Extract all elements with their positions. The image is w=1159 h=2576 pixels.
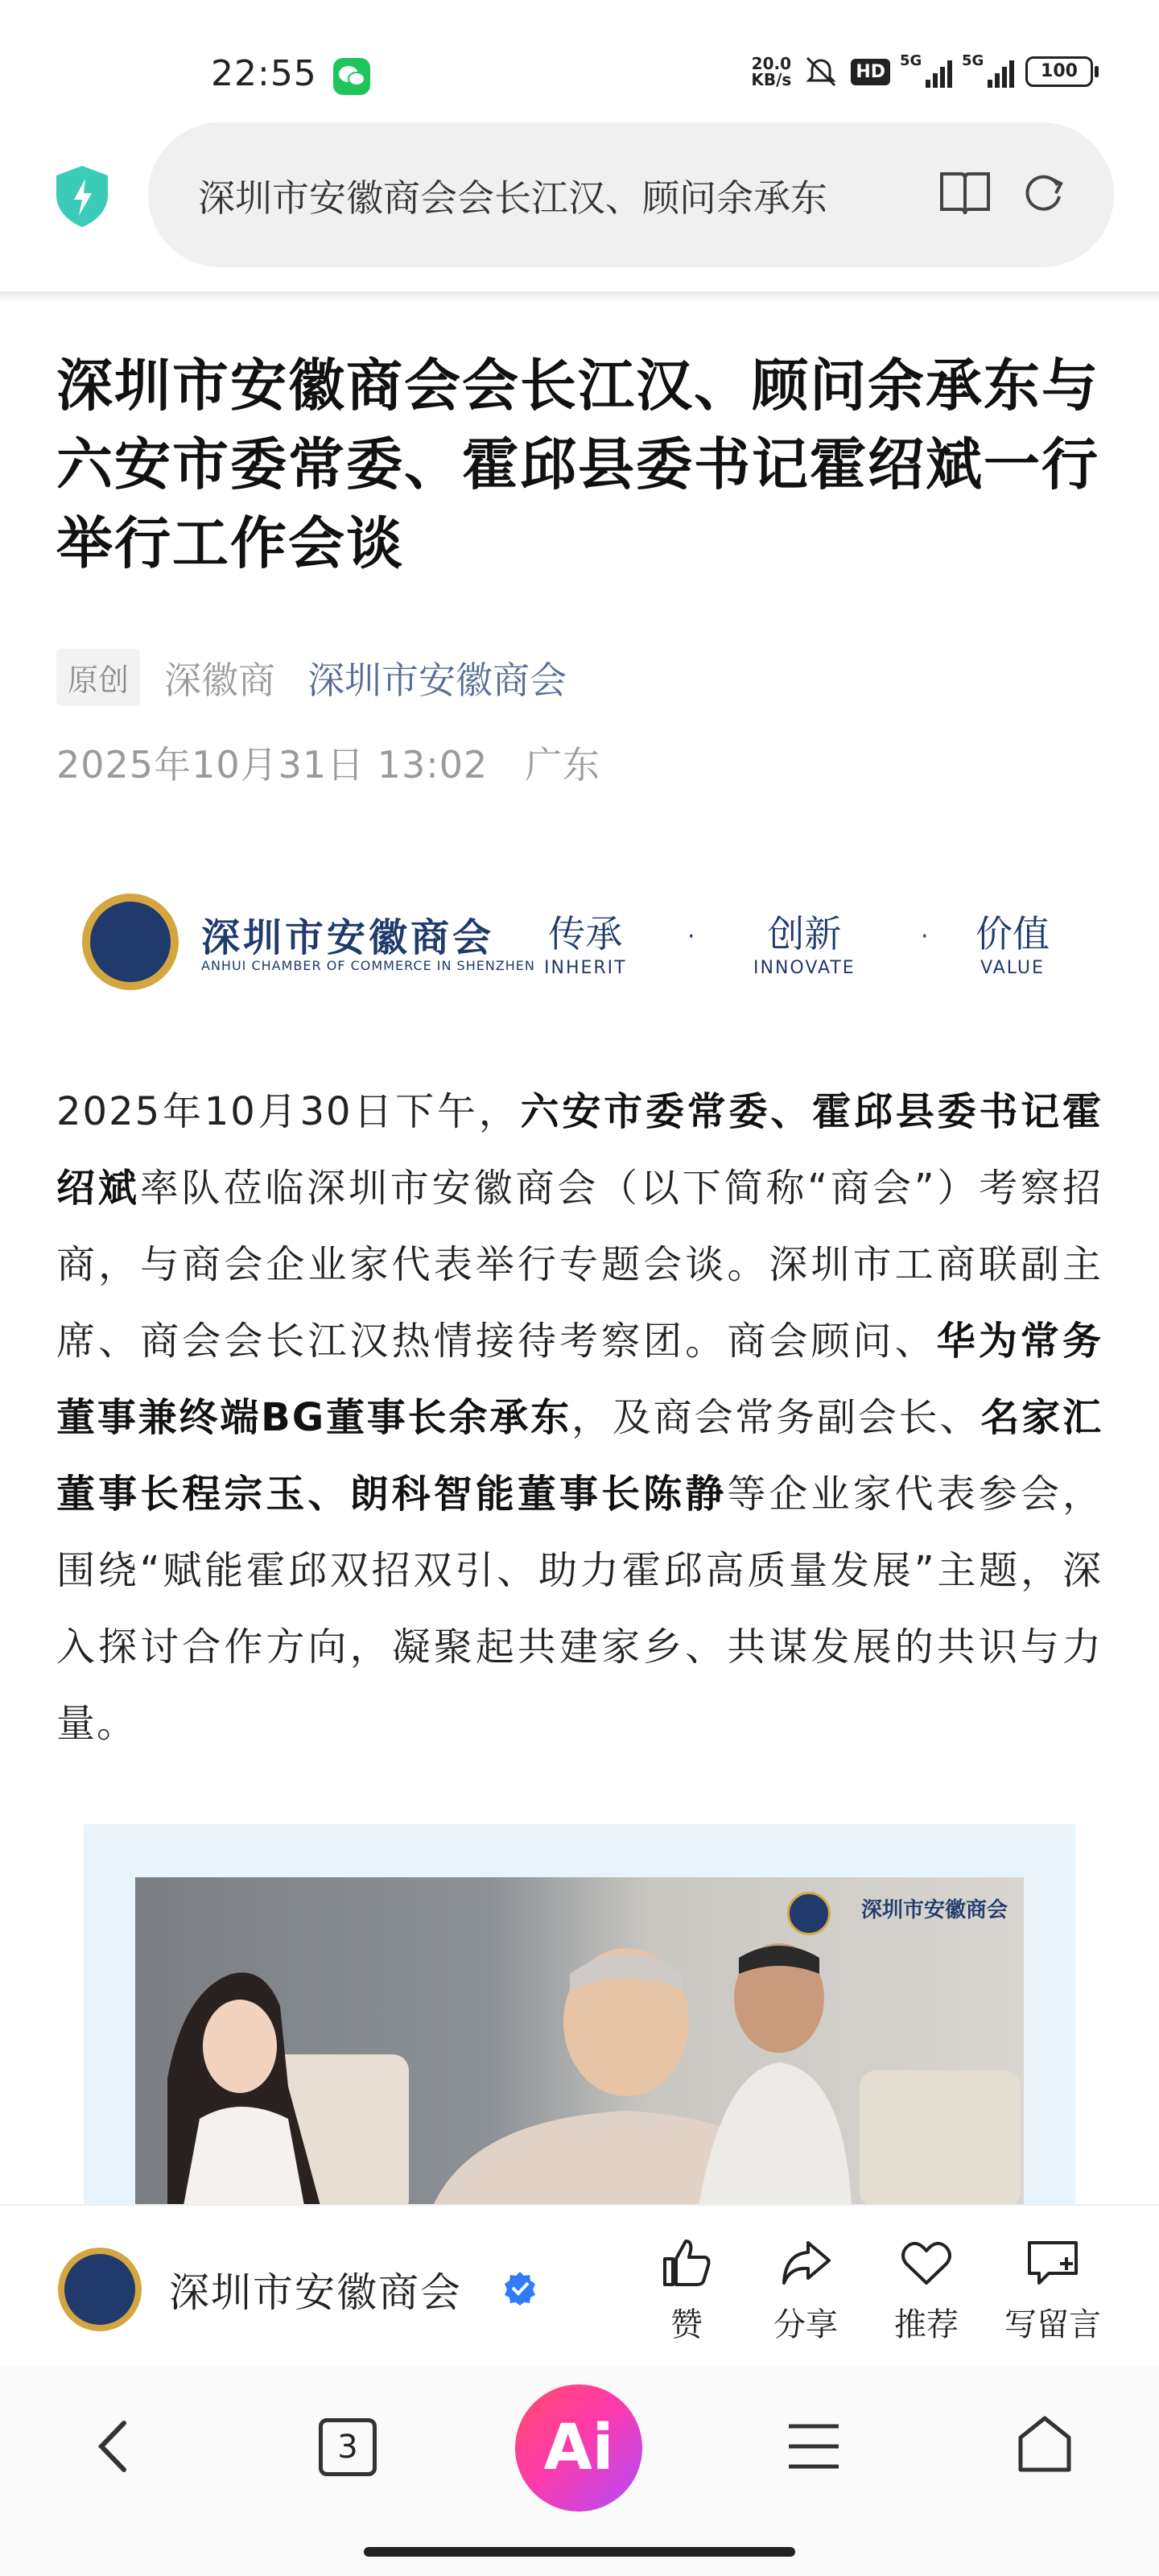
original-tag: 原创 [56,649,140,706]
org-logo [82,894,179,990]
comment-button[interactable]: 写留言 [996,2235,1109,2345]
account-avatar[interactable] [58,2248,142,2331]
status-time: 22:55 [211,53,317,94]
account-link[interactable]: 深圳市安徽商会 [307,658,567,702]
like-button[interactable]: 赞 [634,2235,739,2345]
photo-logo-badge [787,1892,831,1935]
shield-icon[interactable] [53,164,111,229]
banner-org-name-en: ANHUI CHAMBER OF COMMERCE IN SHENZHEN [201,958,535,973]
wechat-icon [333,58,370,95]
author-name: 深徽商 [164,658,276,702]
tabs-button[interactable]: 3 [319,2418,377,2476]
banner-org-name: 深圳市安徽商会 [201,915,495,960]
divider [0,291,1159,303]
photo-scene [135,1877,1024,2206]
ai-assistant-button[interactable]: Ai [515,2384,642,2512]
body-segment: 2025年10月30日下午， [56,1089,521,1134]
article-title: 深圳市安徽商会会长江汉、顾问余承东与六安市委常委、霍邱县委书记霍绍斌一行举行工作会谈 [56,353,1099,576]
org-banner [82,890,1080,1000]
back-icon[interactable] [90,2418,138,2475]
mute-bell-icon [802,53,839,90]
photo-watermark: 深圳市安徽商会 [860,1898,1008,1922]
verified-icon [502,2270,538,2306]
net-speed: 20.0 KB/s [751,54,792,89]
publish-info [56,736,600,789]
signal-icon: 5G [901,56,952,88]
battery-icon: 100 [1025,56,1093,87]
body-segment: ，及商会常务副会长、 [571,1395,981,1440]
article-meta [56,649,567,706]
recommend-button[interactable]: 推荐 [874,2235,979,2345]
status-bar [0,0,1159,121]
body-segment-bold: 六安市委常委、霍邱县委书记霍绍斌 [56,1089,1103,1211]
motto-inherit: 传承 INHERIT [544,912,627,978]
hd-badge: HD [851,59,890,85]
publish-datetime: 2025年10月31日 13:02 [56,743,489,786]
share-button[interactable]: 分享 [753,2235,858,2345]
body-segment: 等企业家代表参会，围绕“赋能霍邱双招双引、助力霍邱高质量发展”主题，深入探讨合作方向，凝聚起共建家乡、共谋发展的共识与力量。 [56,1472,1103,1746]
article-photo[interactable] [135,1877,1024,2206]
heart-icon [898,2235,955,2291]
article-photo-frame [84,1824,1075,2206]
reader-mode-icon[interactable] [937,167,993,219]
menu-icon[interactable] [786,2421,842,2471]
thumbs-up-icon [658,2235,715,2291]
comment-icon [1025,2235,1081,2291]
article-body [56,1074,1103,1762]
reload-icon[interactable] [1017,167,1069,219]
signal-icon-2: 5G [963,56,1014,88]
body-segment-bold: 华为常务董事兼终端BG董事长余承东 [56,1319,1103,1440]
url-text[interactable]: 深圳市安徽商会会长江汉、顾问余承东 [198,176,827,220]
publish-location: 广东 [524,743,600,786]
home-indicator[interactable] [364,2547,795,2557]
body-segment: 率队莅临深圳市安徽商会（以下简称“商会”）考察招商，与商会企业家代表举行专题会谈。深圳市工商联副主席、商会会长江汉热情接待考察团。商会顾问、 [56,1166,1103,1364]
browser-nav-bar [0,2367,1159,2576]
account-name[interactable]: 深圳市安徽商会 [169,2269,462,2316]
address-bar[interactable] [148,122,1114,267]
motto-separator: · [921,923,929,951]
motto-separator: · [687,923,695,951]
article-action-bar [0,2204,1159,2368]
share-icon [777,2235,834,2291]
body-segment-bold: 名家汇董事长程宗玉、朗科智能董事长陈静 [56,1395,1103,1517]
motto-innovate: 创新 INNOVATE [753,912,856,978]
motto-value: 价值 VALUE [975,912,1050,978]
home-icon[interactable] [1016,2413,1074,2475]
status-indicators [751,53,1093,90]
